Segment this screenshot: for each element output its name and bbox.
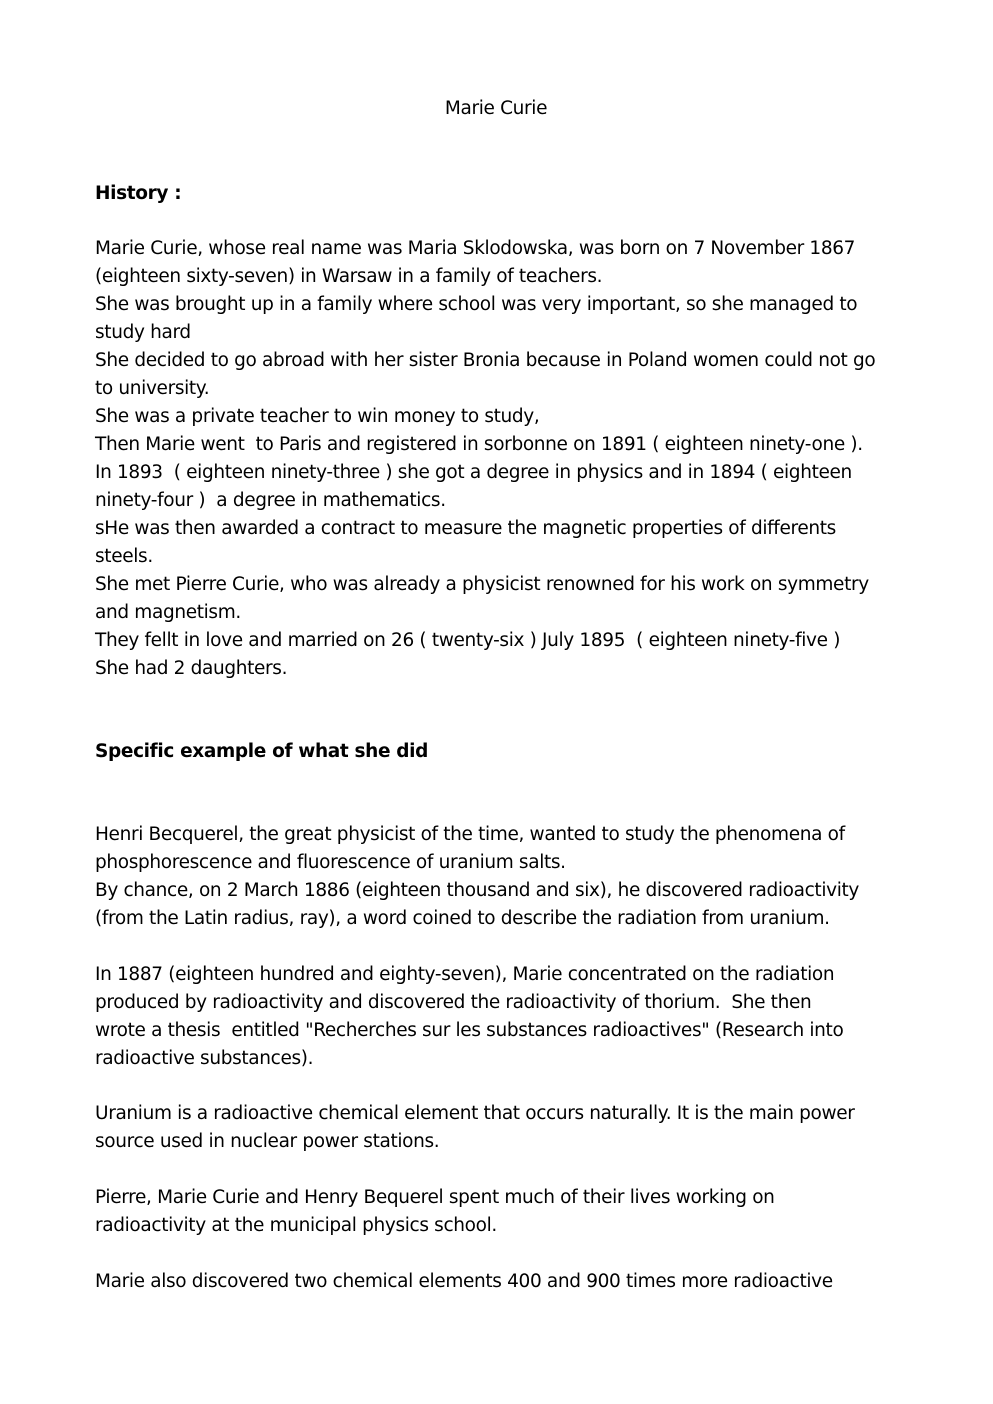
text-line: By chance, on 2 March 1886 (eighteen thousand and six), he discovered radioactivity	[95, 880, 859, 901]
text-line: and magnetism.	[95, 602, 241, 623]
text-line: She had 2 daughters.	[95, 658, 288, 679]
text-line: radioactivity at the municipal physics school.	[95, 1215, 497, 1236]
uranium-paragraph	[95, 1100, 915, 1156]
history-heading: History :	[95, 183, 182, 204]
thorium-paragraph	[95, 961, 915, 1073]
text-line: Uranium is a radioactive chemical element that occurs naturally. It is the main power	[95, 1103, 855, 1124]
text-line: sHe was then awarded a contract to measure the magnetic properties of differents	[95, 518, 836, 539]
elements-paragraph	[95, 1268, 915, 1296]
text-line: Pierre, Marie Curie and Henry Bequerel spent much of their lives working on	[95, 1187, 775, 1208]
text-line: She was a private teacher to win money to study,	[95, 406, 540, 427]
example-heading: Specific example of what she did	[95, 741, 429, 762]
becquerel-paragraph	[95, 821, 915, 933]
text-line: steels.	[95, 546, 153, 567]
text-line: (from the Latin radius, ray), a word coined to describe the radiation from uranium.	[95, 908, 830, 929]
text-line: ninety-four ) a degree in mathematics.	[95, 490, 446, 511]
text-line: phosphorescence and fluorescence of uranium salts.	[95, 852, 566, 873]
text-line: to university.	[95, 378, 210, 399]
text-line: In 1887 (eighteen hundred and eighty-seven), Marie concentrated on the radiation	[95, 964, 835, 985]
text-line: radioactive substances).	[95, 1048, 314, 1069]
text-line: They fellt in love and married on 26 ( twenty-six ) July 1895 ( eighteen ninety-five )	[95, 630, 841, 651]
text-line: study hard	[95, 322, 191, 343]
text-line: Then Marie went to Paris and registered in sorbonne on 1891 ( eighteen ninety-one ).	[95, 434, 863, 455]
text-line: She met Pierre Curie, who was already a physicist renowned for his work on symmetry	[95, 574, 869, 595]
physics-school-paragraph	[95, 1184, 915, 1240]
text-line: Marie Curie, whose real name was Maria Sklodowska, was born on 7 November 1867	[95, 238, 856, 259]
text-line: (eighteen sixty-seven) in Warsaw in a family of teachers.	[95, 266, 603, 287]
text-line: She was brought up in a family where school was very important, so she managed to	[95, 294, 858, 315]
history-paragraph	[95, 235, 915, 683]
text-line: Henri Becquerel, the great physicist of the time, wanted to study the phenomena of	[95, 824, 845, 845]
text-line: source used in nuclear power stations.	[95, 1131, 440, 1152]
text-line: Marie also discovered two chemical elements 400 and 900 times more radioactive	[95, 1271, 833, 1292]
text-line: She decided to go abroad with her sister Bronia because in Poland women could not go	[95, 350, 876, 371]
document-title: Marie Curie	[444, 98, 548, 119]
text-line: produced by radioactivity and discovered the radioactivity of thorium. She then	[95, 992, 812, 1013]
text-line: In 1893 ( eighteen ninety-three ) she got a degree in physics and in 1894 ( eighteen	[95, 462, 852, 483]
text-line: wrote a thesis entitled "Recherches sur les substances radioactives" (Research into	[95, 1020, 844, 1041]
